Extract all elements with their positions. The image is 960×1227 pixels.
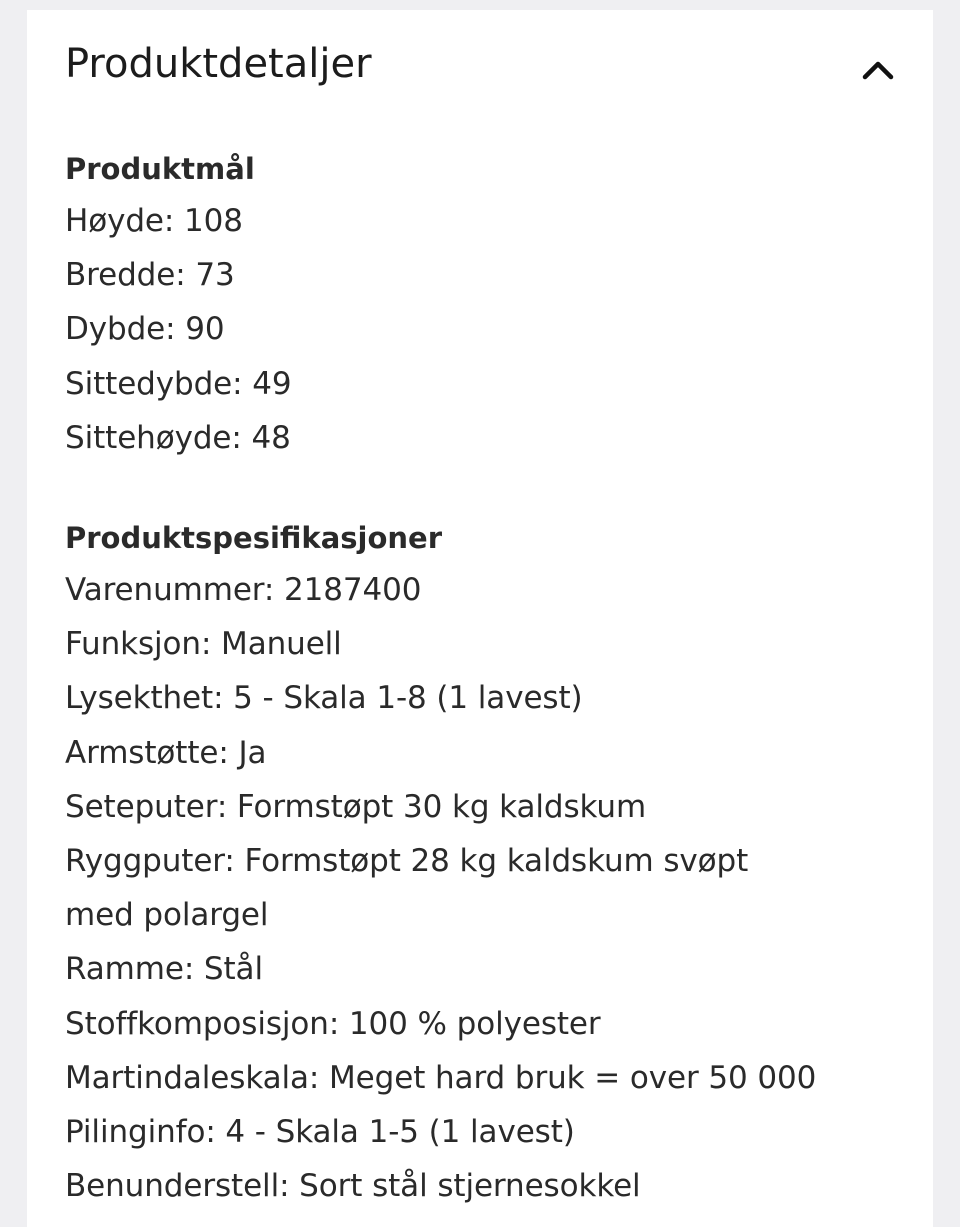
panel-title: Produktdetaljer [65,41,372,87]
panel-body [65,144,915,1213]
product-details-panel [27,10,933,1227]
spec-armrest: Armstøtte: Ja [65,734,267,771]
section-spacer [65,465,915,513]
collapse-toggle-button[interactable] [853,48,903,92]
spec-function: Funksjon: Manuell [65,626,342,663]
dimension-width: Bredde: 73 [65,257,235,294]
panel-header[interactable] [27,10,933,120]
chevron-up-icon [861,59,895,81]
dimension-seat-depth: Sittedybde: 49 [65,365,292,402]
dimension-depth: Dybde: 90 [65,311,225,348]
dimensions-heading: Produktmål [65,152,255,186]
spec-frame: Ramme: Stål [65,951,263,988]
spec-leg-base: Benunderstell: Sort stål stjernesokkel [65,1168,641,1205]
specifications-heading: Produktspesifikasjoner [65,521,443,556]
spec-item-number: Varenummer: 2187400 [65,572,422,609]
spec-back-cushions: Ryggputer: Formstøpt 28 kg kaldskum svøpt [65,843,749,880]
dimension-seat-height: Sittehøyde: 48 [65,419,291,456]
spec-seat-cushions: Seteputer: Formstøpt 30 kg kaldskum [65,788,647,825]
dimensions-list [65,194,915,465]
specifications-section [65,513,915,1213]
spec-back-cushions-continued: med polargel [65,897,269,934]
dimension-height: Høyde: 108 [65,203,243,239]
spec-pilling-info: Pilinginfo: 4 - Skala 1-5 (1 lavest) [65,1114,575,1151]
dimensions-section [65,144,915,465]
spec-martindale-scale: Martindaleskala: Meget hard bruk = over 50 000 [65,1059,817,1096]
spec-fabric-composition: Stoffkomposisjon: 100 % polyester [65,1005,601,1042]
spec-light-fastness: Lysekthet: 5 - Skala 1-8 (1 lavest) [65,680,583,717]
specifications-list [65,563,915,1213]
